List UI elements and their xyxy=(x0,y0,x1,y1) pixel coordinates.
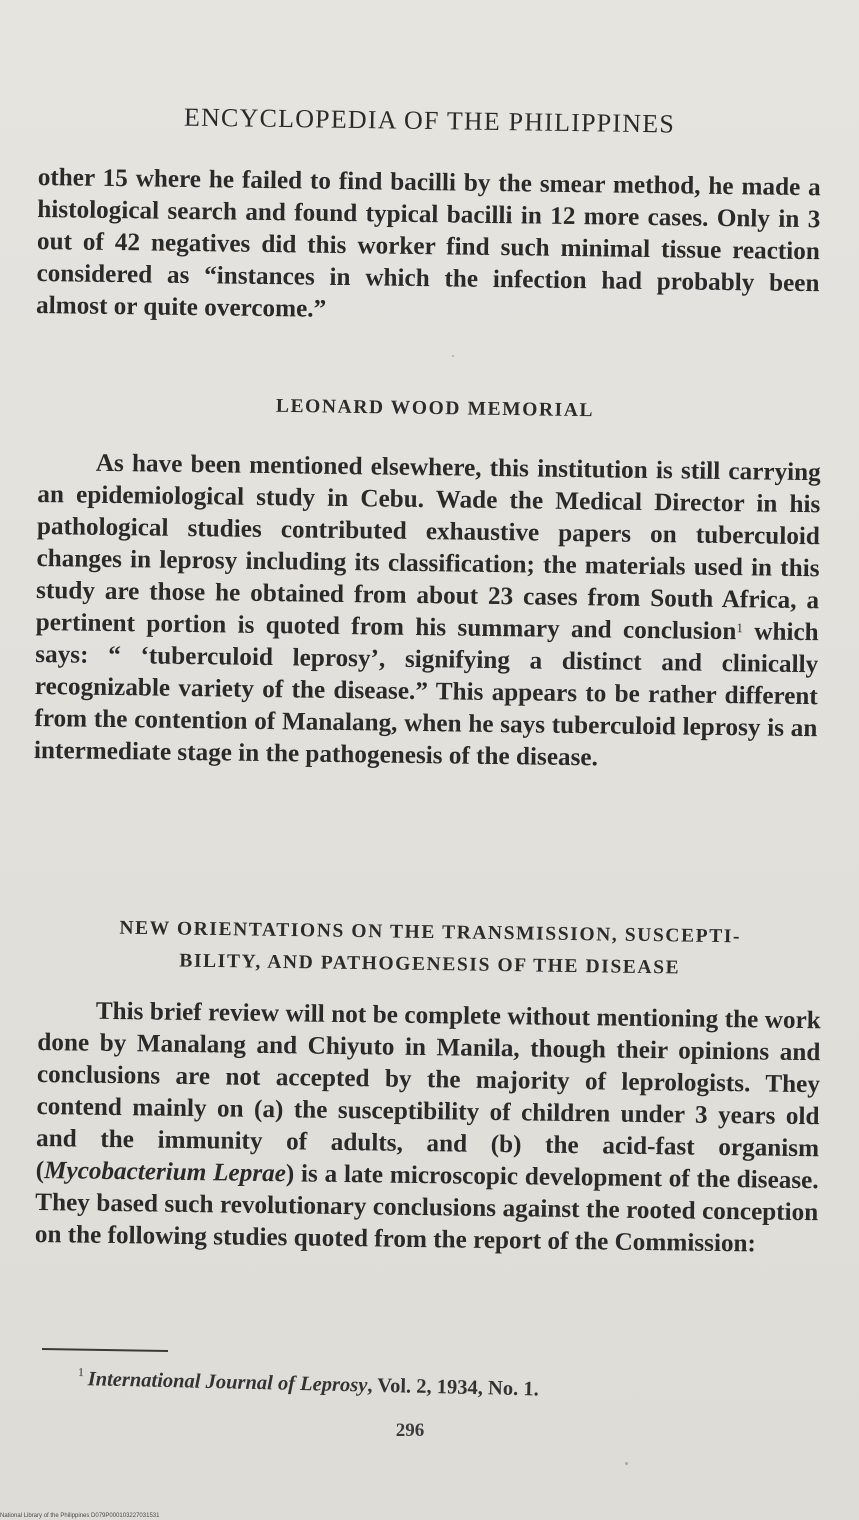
paper-speck xyxy=(452,355,454,357)
section-heading-new-orientations xyxy=(30,911,831,986)
paper-speck xyxy=(625,1462,628,1465)
paragraph-new-orientations xyxy=(35,995,821,1261)
paragraph-continuation xyxy=(36,162,821,332)
running-head: ENCYCLOPEDIA OF THE PHILIPPINES xyxy=(183,102,676,139)
footnote-reference: 1 xyxy=(736,620,744,636)
page-number: 296 xyxy=(395,1420,425,1441)
footnote xyxy=(77,1365,777,1407)
section-heading-new-orientations-line-1: NEW ORIENTATIONS ON THE TRANSMISSION, SUSCEPTI- xyxy=(119,917,742,948)
paragraph-leonard-wood xyxy=(34,447,821,777)
footnote-divider xyxy=(42,1348,168,1352)
footnote-marker: 1 xyxy=(77,1365,85,1380)
paragraph-1-text: other 15 where he failed to find bacilli by the smear method, he made a histological search and found typical bacilli in 12 more cases. Only in 3 out of 42 negatives did this worker find such minimal tissue reaction considered as “instances in which the infection had probably been almost or quite overcome.” xyxy=(35,163,821,323)
paragraph-2-part-b: which says: “ ‘tuberculoid leprosy’, signifying a distinct and clinically recognizable variety of the disease.” This appears to be rather different from the contention of Manalang, when he says tuberculoid leprosy is an intermediate stage in the pathogenesis of the disease. xyxy=(33,618,819,772)
section-heading-leonard-wood-memorial: LEONARD WOOD MEMORIAL xyxy=(275,395,595,422)
paragraph-3-species-name: Mycobacterium Leprae xyxy=(43,1157,287,1188)
section-heading-new-orientations-line-2: BILITY, AND PATHOGENESIS OF THE DISEASE xyxy=(179,950,681,979)
footnote-journal-title: International Journal of Leprosy xyxy=(87,1368,368,1397)
paragraph-3-part-b: ) is a late microscopic development of the disease. They based such revolutionary conclusions against the rooted conception on the following studies quoted from the report of the Commission: xyxy=(34,1160,819,1258)
paragraph-3 xyxy=(35,995,821,1261)
archive-watermark: National Library of the Philippines D079P000103227031531 xyxy=(0,1513,160,1519)
paragraph-3-part-a: This brief review will not be complete without mentioning the work done by Manalang and Chiyuto in Manila, though their opinions and conclusions are not accepted by the majority of leprologists. They contend mainly on (a) the susceptibility of children under 3 years old and the immunity of adults, and (b) the acid-fast organism ( xyxy=(35,997,821,1185)
paragraph-2-part-a: As have been mentioned elsewhere, this institution is still carrying an epidemiological study in Cebu. Wade the Medical Director in his pathological studies contributed exhaustive papers on tuberculoid changes in leprosy including its classification; the materials used in this study are those he obtained from about 23 cases from South Africa, a pertinent portion is quoted from his summary and conclusion xyxy=(35,449,821,646)
footnote-citation: , Vol. 2, 1934, No. 1. xyxy=(367,1374,539,1401)
paragraph-2 xyxy=(34,447,821,777)
